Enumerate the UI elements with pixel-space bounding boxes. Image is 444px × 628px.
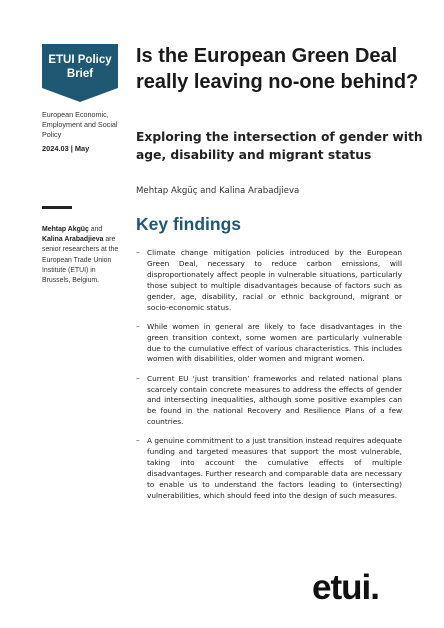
policy-brief-badge	[42, 44, 118, 88]
bullet-dash: –	[136, 373, 140, 383]
key-findings-heading: Key findings	[136, 214, 242, 234]
finding-item	[136, 248, 402, 313]
document-subtitle: Exploring the intersection of gender with age, disability and migrant status	[136, 130, 423, 162]
author-bio	[42, 225, 122, 286]
author-2-name: Kalina Arabadjieva	[42, 236, 104, 244]
bullet-dash: –	[136, 248, 140, 257]
bullet-dash: –	[136, 436, 140, 446]
etui-logo: etui.	[312, 568, 379, 607]
issue-date: 2024.03 | May	[42, 144, 90, 153]
finding-item	[136, 322, 402, 366]
badge-line-1: ETUI Policy	[48, 54, 112, 66]
badge-tail-shape	[42, 88, 118, 102]
finding-text: A genuine commitment to a just transition instead requires adequate funding and targeted measures that support the most vulnerable, taking into account the cumulative effects of multiple disadvantages. Further research and comparable data are necessary to enable us to understand the factors leading to (intersecting) vulnerabilities, which should feed into the design of such measures.	[147, 436, 402, 501]
finding-text: Climate change mitigation policies introduced by the European Green Deal, necessary to reduce carbon emissions, will disproportionately affect people in vulnerable situations, particularly those subject to multiple disadvantages because of factors such as gender, age, disability, racial or ethnic background, migrant or socio-economic status.	[147, 248, 402, 312]
bullet-dash: –	[136, 321, 140, 331]
finding-item	[136, 436, 402, 501]
author-and: and	[90, 226, 103, 233]
author-bio-text: are senior researchers at the European Trade Union Institute (ETUI) in Brussels, Belgium.	[42, 236, 119, 285]
finding-item	[136, 374, 402, 429]
badge-line-2: Brief	[66, 68, 94, 80]
author-line: Mehtap Akgüç and Kalina Arabadjieva	[136, 186, 300, 196]
sidebar-divider	[42, 206, 72, 209]
key-findings-list	[136, 248, 402, 510]
document-title: Is the European Green Deal really leaving no-one behind?	[136, 45, 419, 93]
finding-text: Current EU ‘just transition’ frameworks and related national plans scarcely contain concrete measures to address the effects of gender and intersecting inequalities, although some positive examples can be found in the national Recovery and Resilience Plans of a few countries.	[147, 373, 402, 427]
finding-text: While women in general are likely to face disadvantages in the green transition context, some women are particularly vulnerable due to the cumulative effect of various characteristics. This includes women with disabilities, older women and migrant women.	[147, 321, 402, 364]
series-name: European Economic, Employment and Social Policy	[42, 110, 118, 139]
author-1-name: Mehtap Akgüç	[42, 226, 89, 233]
